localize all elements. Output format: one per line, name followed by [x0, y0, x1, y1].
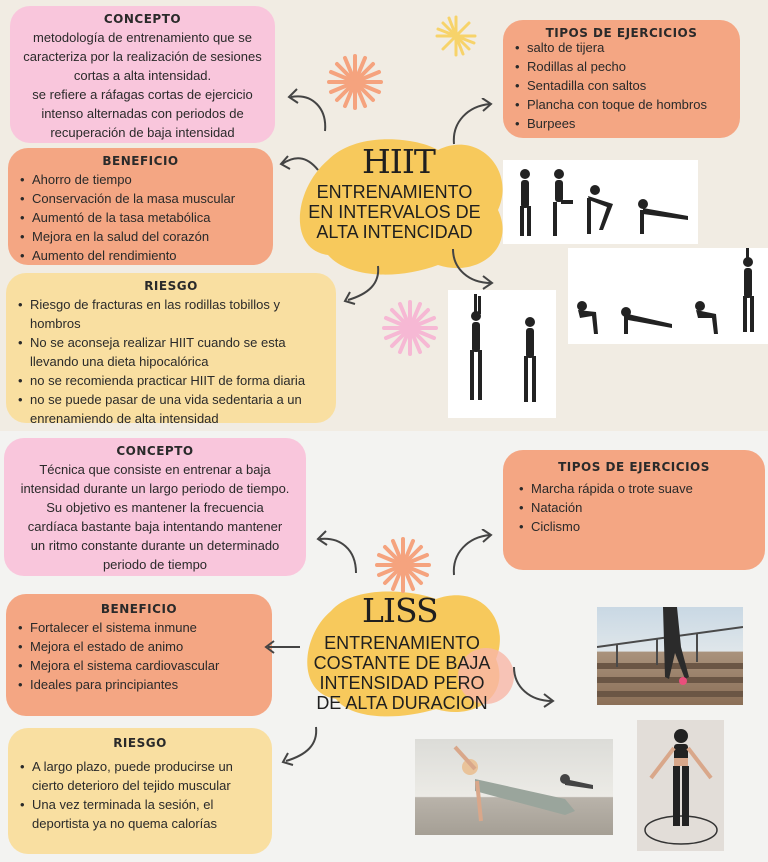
list-item: • Conservación de la masa muscular	[18, 189, 263, 208]
hiit-exercise-photo	[503, 160, 698, 244]
curved-arrow-icon	[448, 98, 498, 148]
liss-running-photo	[597, 607, 743, 705]
hiit-riesgo-heading: RIESGO	[144, 279, 198, 293]
liss-beneficio-card	[6, 594, 272, 716]
burst-icon	[325, 52, 385, 112]
list-item: • no se recomienda practicar HIIT de forma diaria	[16, 371, 326, 390]
liss-section	[0, 431, 768, 862]
liss-tipos-heading: TIPOS DE EJERCICIOS	[558, 460, 710, 474]
list-item: • Ciclismo	[517, 517, 751, 536]
hiit-exercise-photo	[568, 248, 768, 344]
liss-riesgo-heading: RIESGO	[113, 736, 167, 750]
hiit-tipos-heading: TIPOS DE EJERCICIOS	[545, 26, 698, 40]
hiit-beneficio-card	[8, 148, 273, 265]
list-item: • Burpees	[513, 114, 730, 133]
liss-tipos-list	[517, 479, 751, 536]
liss-stretch-photo	[415, 739, 613, 835]
hiit-riesgo-card	[6, 273, 336, 426]
hiit-riesgo-list	[16, 295, 326, 428]
curved-arrow-icon	[278, 723, 323, 768]
curved-arrow-icon	[447, 245, 497, 290]
list-item: • Rodillas al pecho	[513, 57, 730, 76]
hiit-tipos-card	[503, 20, 740, 138]
list-item: • Plancha con toque de hombros	[513, 95, 730, 114]
list-item: • Mejora en la salud del corazón	[18, 227, 263, 246]
list-item: • Marcha rápida o trote suave	[517, 479, 751, 498]
curved-arrow-icon	[448, 529, 498, 579]
hiit-concepto-heading: CONCEPTO	[103, 12, 182, 26]
list-item: • Ahorro de tiempo	[18, 170, 263, 189]
arrow-left-icon	[262, 639, 302, 655]
list-item: • Sentadilla con saltos	[513, 76, 730, 95]
liss-concepto-text: Técnica que consiste en entrenar a baja intensidad durante un largo periodo de tiempo. Su objetivo es mantener la frecuencia cardíaca bastante baja intentando mantener un ritmo constante durante un determinado periodo de tiempo	[20, 462, 290, 572]
burst-icon	[380, 298, 440, 358]
list-item: • Riesgo de fracturas en las rodillas tobillos y hombros	[16, 295, 326, 333]
list-item: • salto de tijera	[513, 38, 730, 57]
list-item: • Una vez terminada la sesión, el deportista ya no quema calorías	[18, 795, 262, 833]
hiit-tipos-list	[513, 38, 730, 133]
list-item: • Natación	[517, 498, 751, 517]
liss-subtitle: ENTRENAMIENTO COSTANTE DE BAJA INTENSIDAD PERO DE ALTA DURACION	[313, 633, 491, 713]
liss-beneficio-list	[16, 618, 262, 694]
list-item: • no se puede pasar de una vida sedentaria a un enrenamiendo de alta intensidad	[16, 390, 326, 428]
list-item: • Fortalecer el sistema inmune	[16, 618, 262, 637]
curved-arrow-icon	[283, 85, 333, 135]
liss-riesgo-list	[18, 757, 262, 833]
hiit-beneficio-list	[18, 170, 263, 265]
hiit-exercise-photo	[448, 290, 556, 418]
liss-tipos-card	[503, 450, 765, 570]
burst-icon	[434, 14, 478, 58]
list-item: • Mejora el estado de animo	[16, 637, 262, 656]
liss-concepto-card	[4, 438, 306, 576]
curved-arrow-icon	[312, 527, 362, 577]
hiit-concepto-text: metodología de entrenamiento que se caracteriza por la realización de sesiones cortas a alta intensidad. se refiere a ráfagas cortas de ejercicio intenso alternadas con periodos de recuperación de baja intensidad	[23, 30, 262, 140]
liss-jump-rope-photo	[637, 720, 724, 851]
list-item: • Aumentó de la tasa metabólica	[18, 208, 263, 227]
list-item: • A largo plazo, puede producirse un cierto deterioro del tejido muscular	[18, 757, 262, 795]
hiit-subtitle: ENTRENAMIENTO EN INTERVALOS DE ALTA INTENCIDAD	[308, 182, 481, 242]
curved-arrow-icon	[276, 150, 321, 180]
hiit-beneficio-heading: BENEFICIO	[102, 154, 179, 168]
hiit-concepto-card	[10, 6, 275, 143]
liss-beneficio-heading: BENEFICIO	[100, 602, 178, 616]
liss-concepto-heading: CONCEPTO	[116, 444, 194, 458]
list-item: • No se aconseja realizar HIIT cuando se esta llevando una dieta hipocalórica	[16, 333, 326, 371]
curved-arrow-icon	[508, 663, 558, 708]
hiit-title: HIIT	[362, 142, 435, 181]
list-item: • Aumento del rendimiento	[18, 246, 263, 265]
list-item: • Mejora el sistema cardiovascular	[16, 656, 262, 675]
list-item: • Ideales para principiantes	[16, 675, 262, 694]
liss-title: LISS	[362, 591, 438, 630]
liss-riesgo-card	[8, 728, 272, 854]
burst-icon	[373, 535, 433, 595]
curved-arrow-icon	[340, 262, 385, 307]
